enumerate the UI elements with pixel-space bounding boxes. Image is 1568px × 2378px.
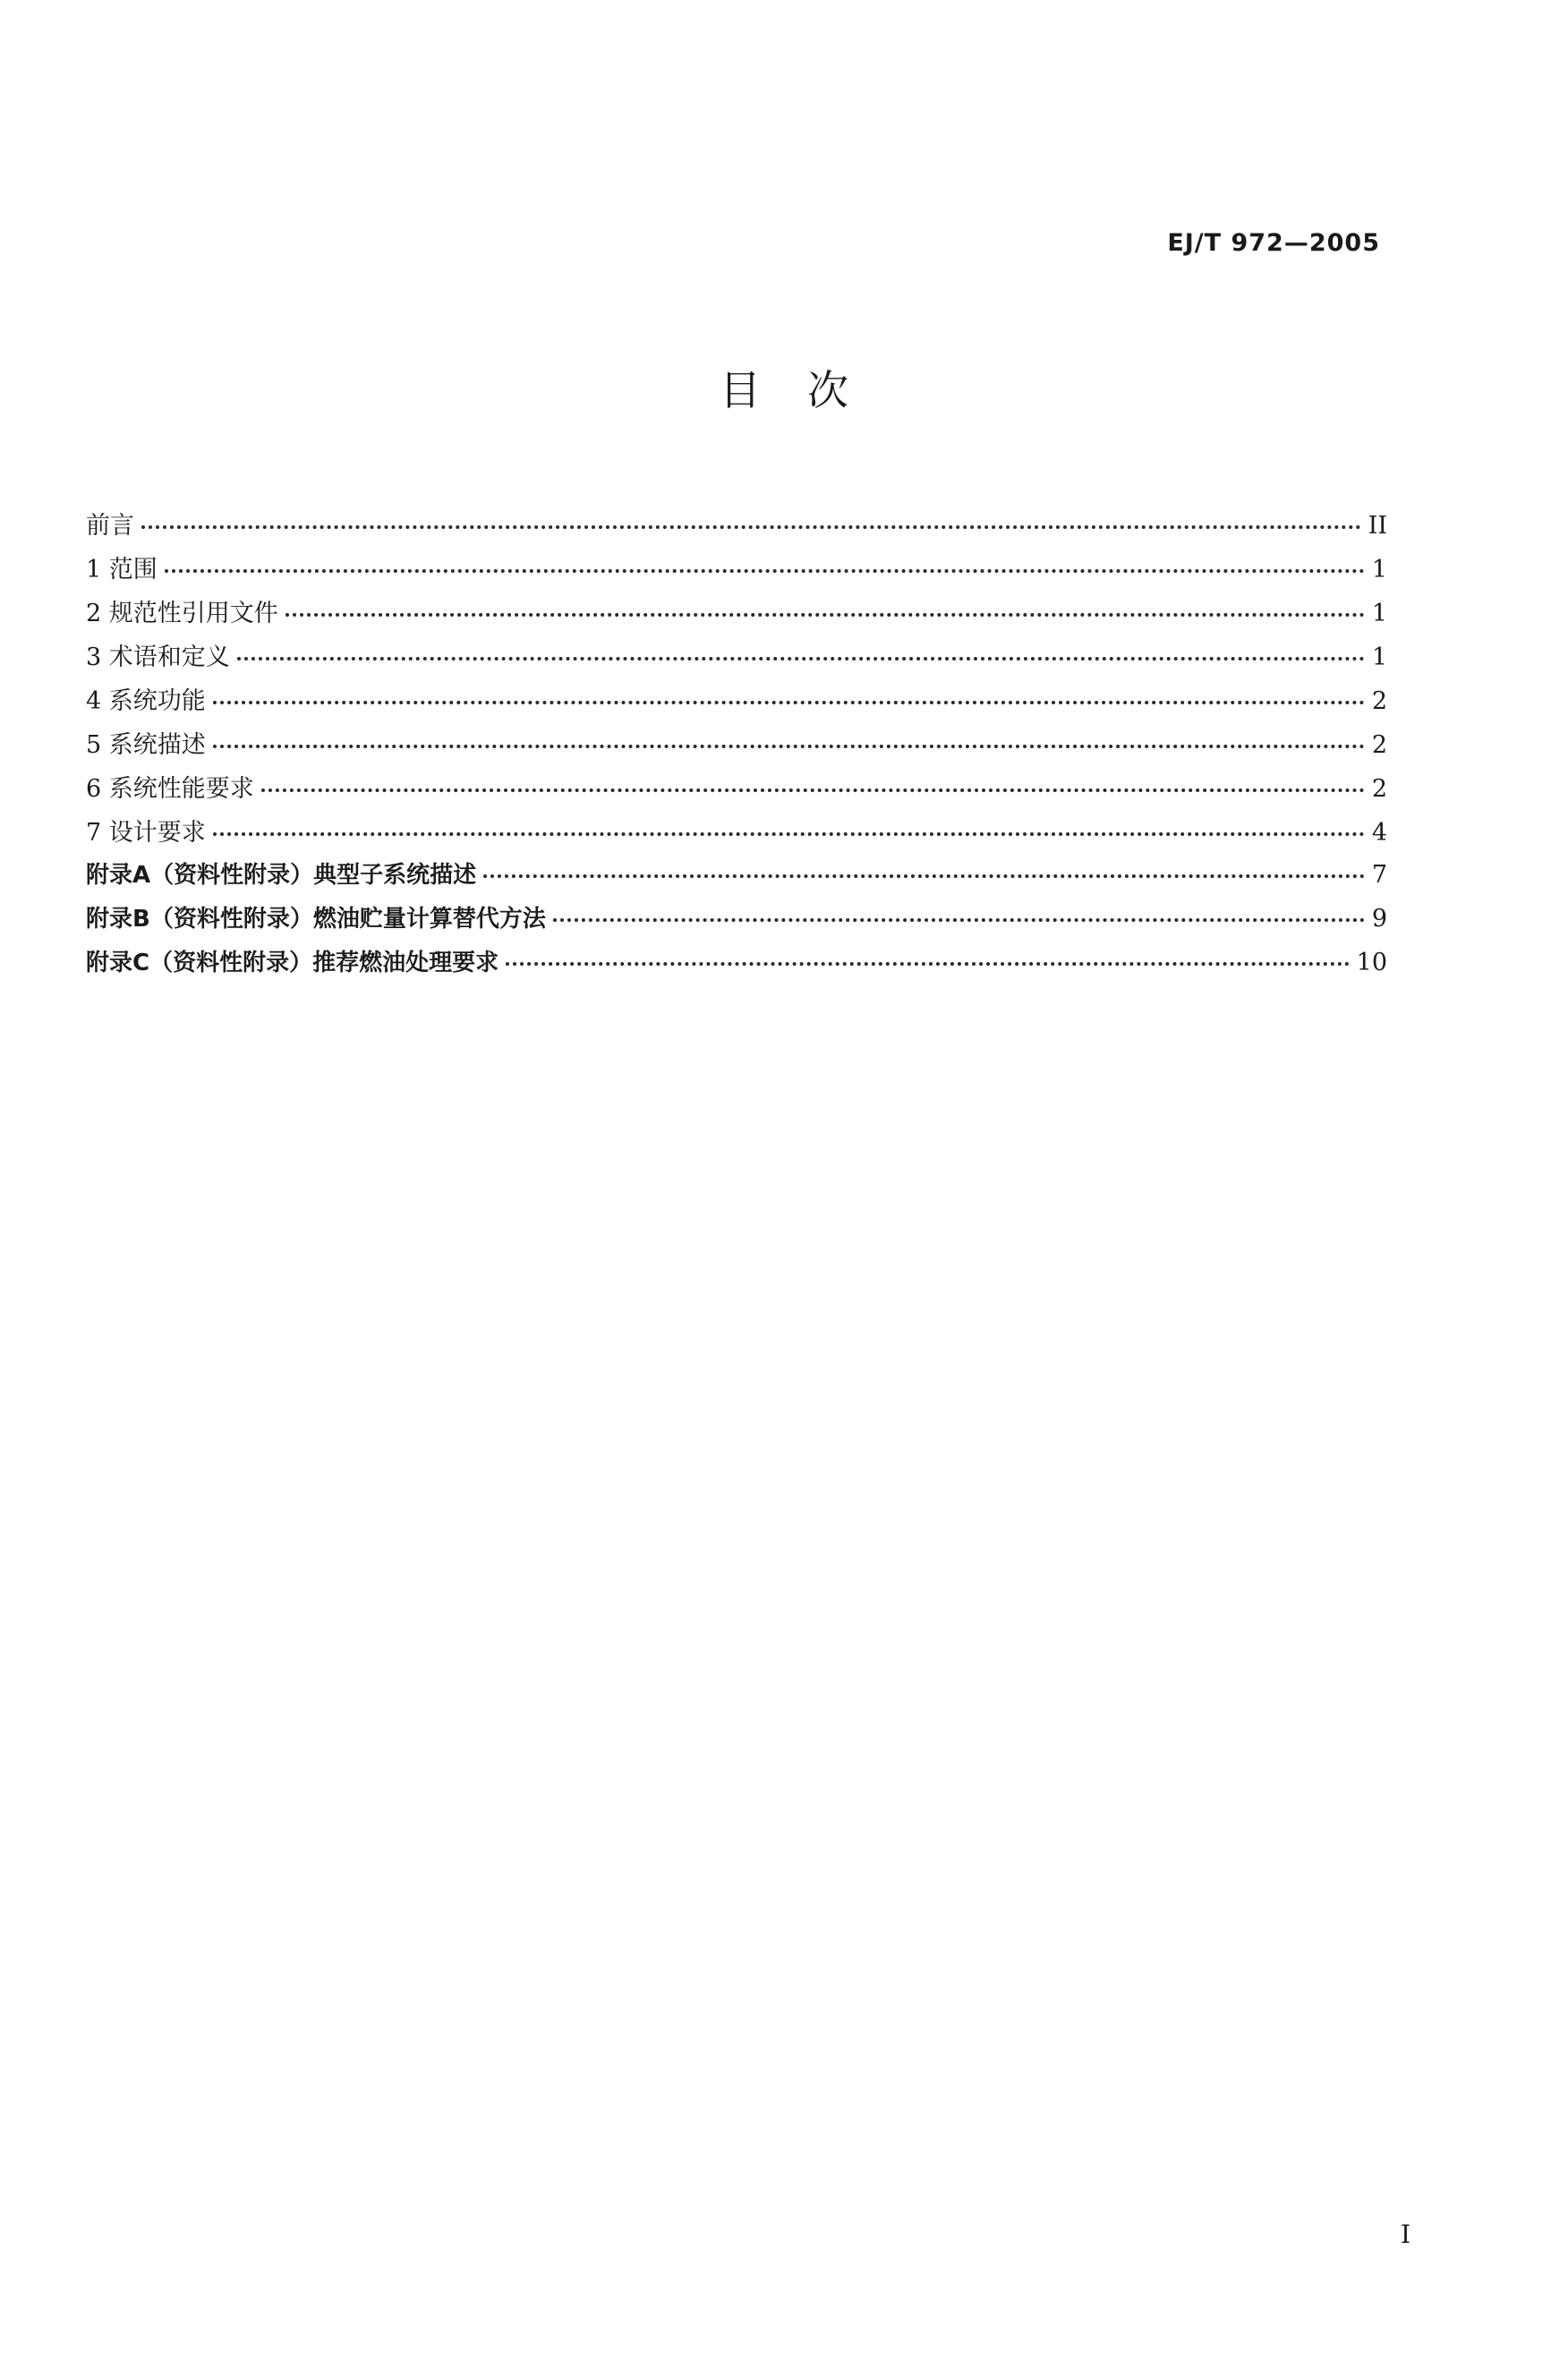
dot-leader [553,918,1365,922]
toc-entry-page: II [1368,512,1387,540]
toc-entry-label: 5 系统描述 [86,731,206,759]
toc-entry-page: 9 [1371,905,1387,933]
toc-entry-page: 1 [1371,644,1387,671]
dot-leader [285,613,1365,617]
dot-leader [213,832,1365,836]
toc-entry-appendix-c[interactable] [86,944,1387,988]
dot-leader [237,657,1365,661]
toc-entry-page: 10 [1356,949,1387,976]
toc-entry-page: 1 [1371,600,1387,627]
toc-entry-label: 附录B（资料性附录）燃油贮量计算替代方法 [86,906,546,933]
dot-leader [506,962,1350,966]
toc-entry-page: 7 [1371,861,1387,889]
dot-leader [141,525,1361,529]
toc-entry-normative-references[interactable] [86,593,1387,637]
toc-entry-label: 附录A（资料性附录）典型子系统描述 [86,862,477,889]
toc-entry-system-functions[interactable] [86,681,1387,725]
toc-entry-page: 2 [1371,775,1387,803]
toc-entry-terms-definitions[interactable] [86,637,1387,681]
toc-entry-label: 4 系统功能 [86,687,206,715]
toc-entry-page: 2 [1371,731,1387,759]
table-of-contents [86,506,1387,988]
page-number: I [1400,2220,1410,2249]
toc-entry-label: 7 设计要求 [86,819,206,847]
toc-entry-page: 1 [1371,556,1387,584]
toc-entry-performance-requirements[interactable] [86,769,1387,813]
toc-entry-foreword[interactable] [86,506,1387,550]
toc-entry-page: 2 [1371,687,1387,715]
document-code: EJ/T 972—2005 [1167,229,1380,257]
toc-entry-appendix-a[interactable] [86,857,1387,900]
dot-leader [261,788,1365,792]
dot-leader [213,701,1365,704]
toc-title: 目次 [720,366,895,414]
dot-leader [213,745,1365,748]
dot-leader [165,569,1365,573]
toc-entry-appendix-b[interactable] [86,900,1387,944]
dot-leader [483,874,1365,878]
toc-entry-label: 6 系统性能要求 [86,775,254,803]
toc-entry-label: 3 术语和定义 [86,644,230,671]
toc-entry-system-description[interactable] [86,725,1387,769]
toc-entry-label: 2 规范性引用文件 [86,600,278,627]
toc-entry-scope[interactable] [86,550,1387,593]
toc-entry-design-requirements[interactable] [86,813,1387,857]
toc-entry-label: 前言 [86,512,134,540]
toc-entry-label: 附录C（资料性附录）推荐燃油处理要求 [86,950,499,976]
toc-entry-page: 4 [1371,819,1387,847]
toc-entry-label: 1 范围 [86,556,158,584]
